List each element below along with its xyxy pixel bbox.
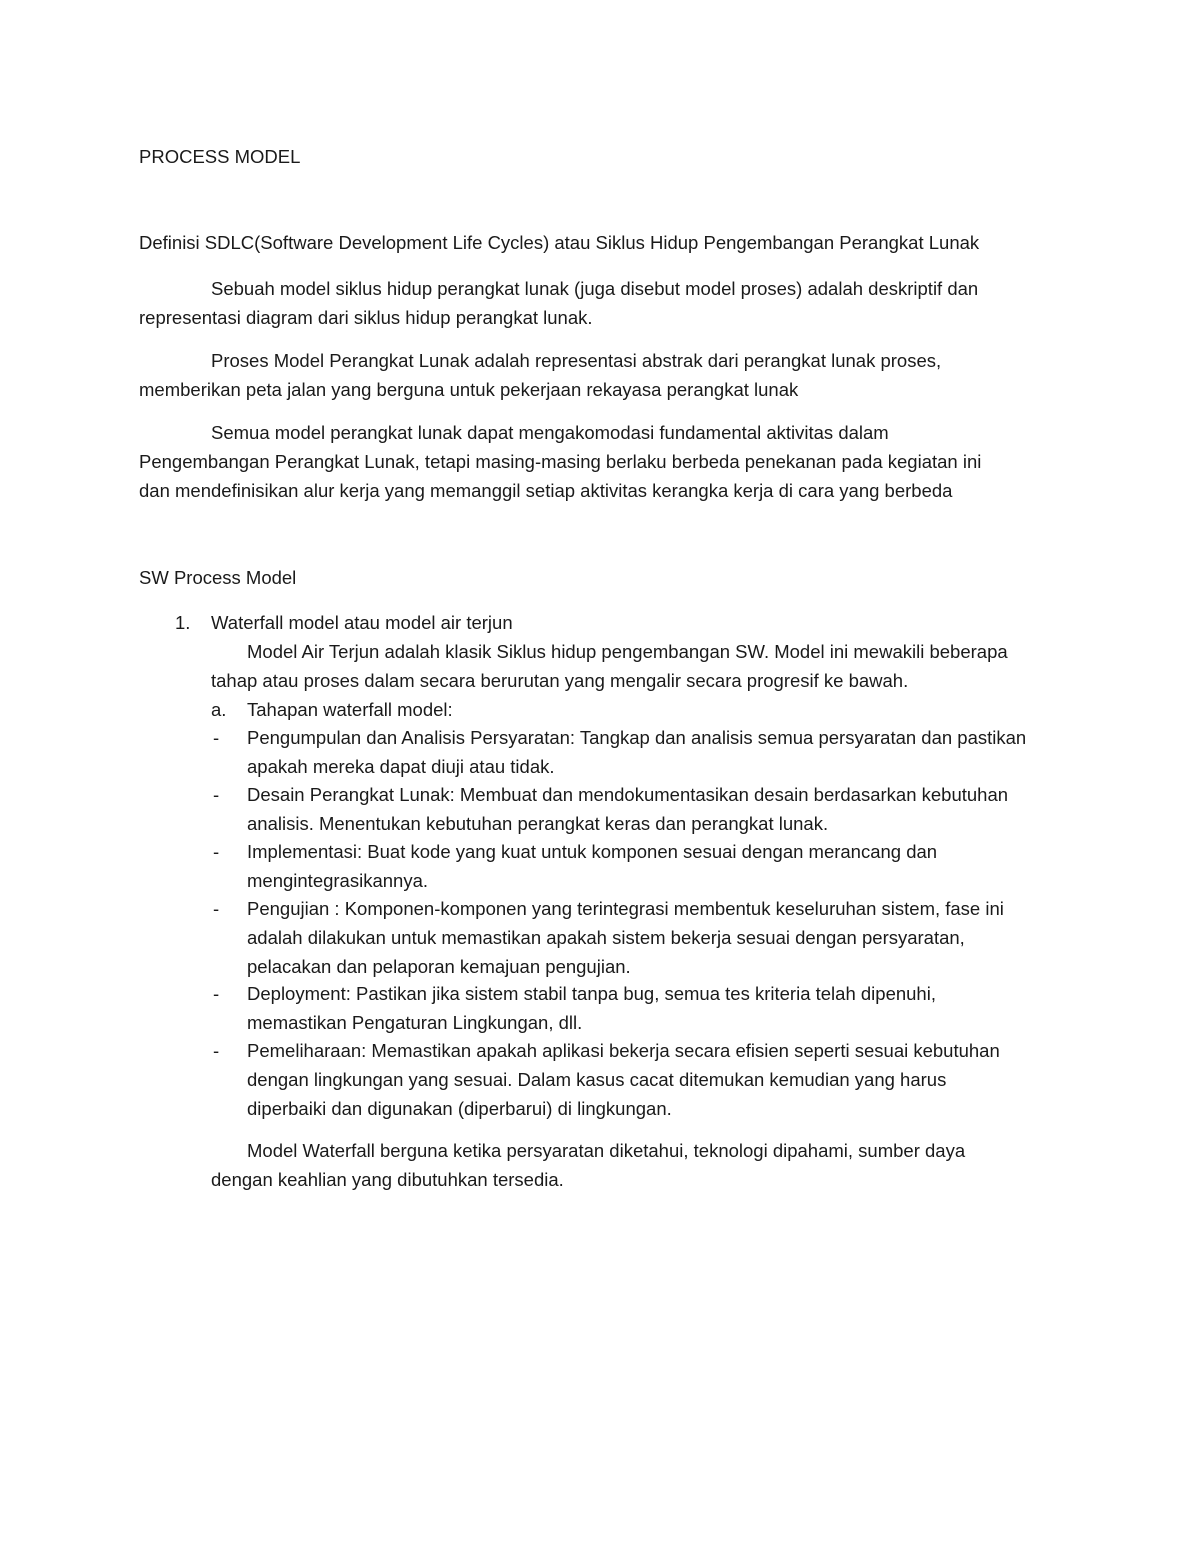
bullet-4-line-3: pelacakan dan pelaporan kemajuan pengujian.	[247, 956, 631, 977]
bullet-5-line-1: Deployment: Pastikan jika sistem stabil tanpa bug, semua tes kriteria telah dipenuhi,	[247, 983, 936, 1004]
paragraph-2-line-2: memberikan peta jalan yang berguna untuk pekerjaan rekayasa perangkat lunak	[139, 379, 799, 400]
section-heading-sdlc: Definisi SDLC(Software Development Life Cycles) atau Siklus Hidup Pengembangan Perangkat Lunak	[139, 232, 980, 253]
paragraph-3-line-2: Pengembangan Perangkat Lunak, tetapi masing-masing berlaku berbeda penekanan pada kegiatan ini	[139, 451, 982, 472]
bullet-1-line-2: apakah mereka dapat diuji atau tidak.	[247, 756, 555, 777]
bullet-4-line-2: adalah dilakukan untuk memastikan apakah sistem bekerja sesuai dengan persyaratan,	[247, 927, 965, 948]
bullet-4-line-1: Pengujian : Komponen-komponen yang terintegrasi membentuk keseluruhan sistem, fase ini	[247, 898, 1004, 919]
bullet-dash: -	[213, 983, 220, 1004]
closing-line-2: dengan keahlian yang dibutuhkan tersedia.	[211, 1169, 564, 1190]
sub-list-title: Tahapan waterfall model:	[247, 699, 453, 720]
bullet-6-line-1: Pemeliharaan: Memastikan apakah aplikasi bekerja secara efisien seperti sesuai kebutuhan	[247, 1040, 1000, 1061]
document-title: PROCESS MODEL	[139, 146, 301, 167]
paragraph-1-line-1: Sebuah model siklus hidup perangkat lunak (juga disebut model proses) adalah deskriptif dan	[211, 278, 979, 299]
list-item-desc-line-1: Model Air Terjun adalah klasik Siklus hidup pengembangan SW. Model ini mewakili beberapa	[247, 641, 1008, 662]
closing-line-1: Model Waterfall berguna ketika persyaratan diketahui, teknologi dipahami, sumber daya	[247, 1140, 966, 1161]
list-item-title: Waterfall model atau model air terjun	[211, 612, 513, 633]
bullet-dash: -	[213, 841, 220, 862]
bullet-dash: -	[213, 784, 220, 805]
bullet-1-line-1: Pengumpulan dan Analisis Persyaratan: Tangkap dan analisis semua persyaratan dan pastikan	[247, 727, 1027, 748]
sub-list-letter: a.	[211, 699, 227, 720]
list-number: 1.	[175, 612, 191, 633]
paragraph-2-line-1: Proses Model Perangkat Lunak adalah representasi abstrak dari perangkat lunak proses,	[211, 350, 942, 371]
bullet-6-line-2: dengan lingkungan yang sesuai. Dalam kasus cacat ditemukan kemudian yang harus	[247, 1069, 947, 1090]
bullet-dash: -	[213, 1040, 220, 1061]
bullet-3-line-1: Implementasi: Buat kode yang kuat untuk komponen sesuai dengan merancang dan	[247, 841, 938, 862]
bullet-6-line-3: diperbaiki dan digunakan (diperbarui) di lingkungan.	[247, 1098, 672, 1119]
bullet-dash: -	[213, 727, 220, 748]
bullet-2-line-1: Desain Perangkat Lunak: Membuat dan mendokumentasikan desain berdasarkan kebutuhan	[247, 784, 1009, 805]
bullet-dash: -	[213, 898, 220, 919]
bullet-5-line-2: memastikan Pengaturan Lingkungan, dll.	[247, 1012, 583, 1033]
list-item-desc-line-2: tahap atau proses dalam secara berurutan yang mengalir secara progresif ke bawah.	[211, 670, 909, 691]
paragraph-3-line-1: Semua model perangkat lunak dapat mengakomodasi fundamental aktivitas dalam	[211, 422, 889, 443]
paragraph-1-line-2: representasi diagram dari siklus hidup perangkat lunak.	[139, 307, 593, 328]
bullet-3-line-2: mengintegrasikannya.	[247, 870, 428, 891]
section-heading-sw-process-model: SW Process Model	[139, 567, 297, 588]
paragraph-3-line-3: dan mendefinisikan alur kerja yang memanggil setiap aktivitas kerangka kerja di cara yang berbeda	[139, 480, 953, 501]
bullet-2-line-2: analisis. Menentukan kebutuhan perangkat keras dan perangkat lunak.	[247, 813, 829, 834]
